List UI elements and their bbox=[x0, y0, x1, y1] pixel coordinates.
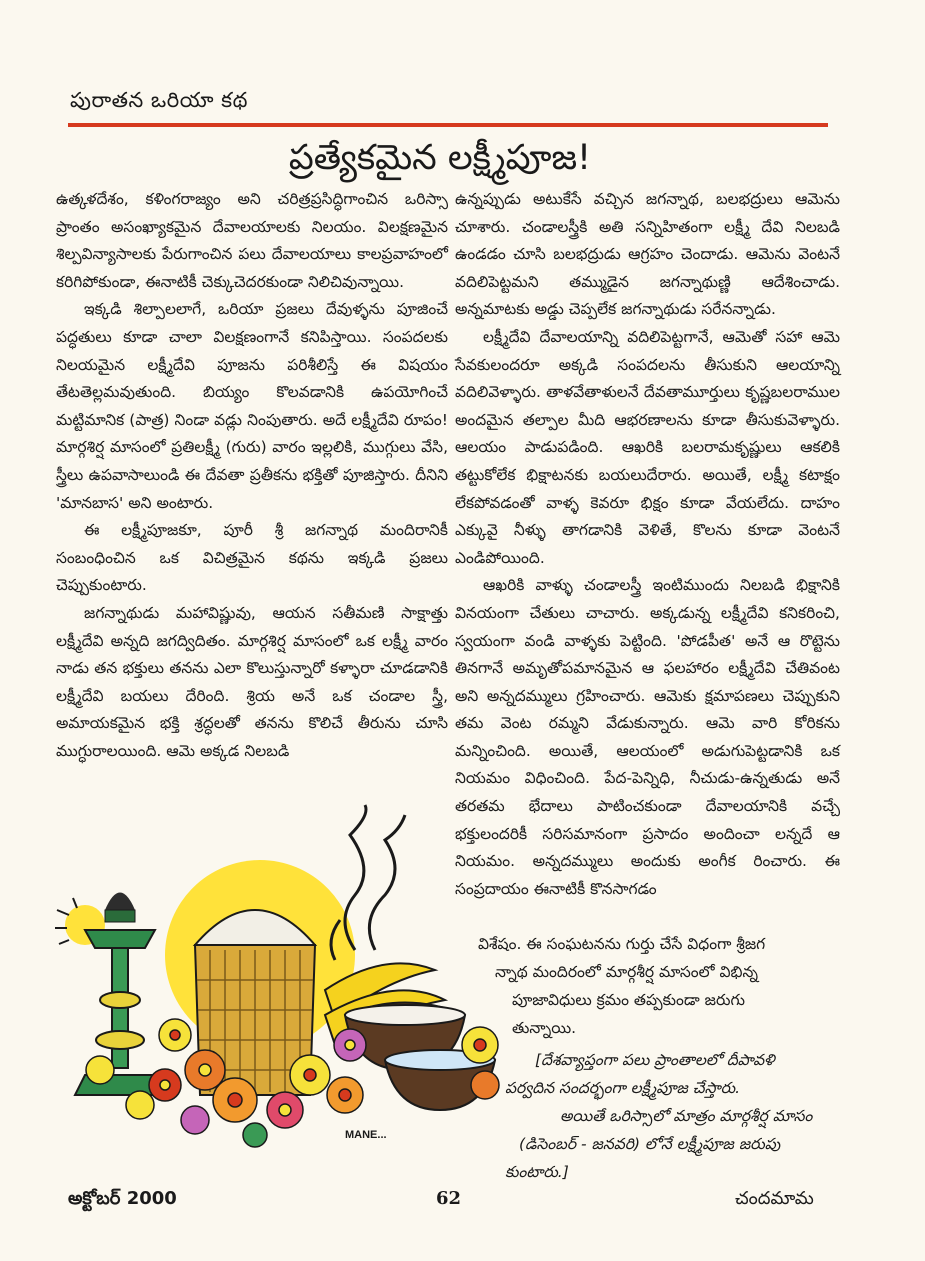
paragraph: లక్ష్మీదేవి దేవాలయాన్ని వదిలిపెట్టగానే, ఆమెతో సహా ఆమె సేవకులందరూ అక్కడి సంపదలను తీసుకుని ఆలయాన్ని వదిలివెళ్ళారు. తాళవేతాళులనే దేవతామూర్తులు కృష్ణబలరాముల అందమైన తల్పాల మీది ఆభరణాలను కూడా తీసుకువెళ్ళారు. ఆలయం పాడుపడింది. ఆఖరికి బలరామకృష్ణులు ఆకలికి తట్టుకోలేక భిక్షాటనకు బయలుదేరారు. అయితే, లక్ష్మీ కటాక్షం లేకపోవడంతో వాళ్ళ కెవరూ భిక్షం కూడా వేయలేదు. దాహం ఎక్కువై నీళ్ళు తాగడానికి వెళితే, కొలను కూడా వెంటనే ఎండిపోయింది. bbox=[455, 327, 840, 567]
paragraph: జగన్నాథుడు మహావిష్ణువు, ఆయన సతీమణి సాక్షాత్తు లక్ష్మీదేవి అన్నది జగద్విదితం. మార్గశిర్ష మాసంలో ఒక లక్ష్మీ వారం నాడు తన భక్తులు తనను ఎలా కొలుస్తున్నారో కళ్ళారా చూడడానికి లక్ష్మీదేవి బయలు దేరింది. శ్రియ అనే ఒక చండాల స్త్రీ, అమాయకమైన భక్తి శ్రద్ధలతో తనను కొలిచే తీరును చూసి ముగ్ధురాలయింది. ఆమె అక్కడ నిలబడి bbox=[56, 603, 448, 760]
note-line: [దేశవ్యాప్తంగా పలు ప్రాంతాలలో దీపావళి bbox=[535, 1051, 775, 1069]
editor-note bbox=[505, 1046, 840, 1186]
lamp-grain-basket-fruit-flowers-illustration bbox=[45, 800, 525, 1160]
artist-signature: MANE... bbox=[345, 1129, 387, 1141]
paragraph-tail: తున్నాయి. bbox=[512, 1019, 577, 1037]
paragraph: ఆఖరికి వాళ్ళు చండాలస్త్రీ ఇంటిముందు నిలబడి భిక్షానికి వినయంగా చేతులు చాచారు. అక్కడున్న లక్ష్మీదేవి కనికరించి, స్వయంగా వండి వాళ్ళకు పెట్టింది. 'పోడపీత' అనే ఆ రొట్టెను తినగానే అమృతోపమానమైన ఆ ఫలహారం లక్ష్మీదేవి చేతివంట అని అన్నదమ్ములు గ్రహించారు. ఆమెకు క్షమాపణలు చెప్పుకుని తమ వెంట రమ్మని వేడుకున్నారు. ఆమె వారి కోరికను మన్నించింది. అయితే, ఆలయంలో అడుగుపెట్టడానికి ఒక నియమం విధించింది. పేద-పెన్నిధి, నీచుడు-ఉన్నతుడు అనే తరతమ భేదాలు పాటించకుండా దేవాలయానికి వచ్చే భక్తులందరికీ సరిసమానంగా ప్రసాదం అందించా లన్నదే ఆ నియమం. అన్నదమ్ములు అందుకు అంగీక రించారు. ఈ సంప్రదాయం ఈనాటికీ కొనసాగడం bbox=[455, 576, 840, 898]
paragraph-tail: విశేషం. ఈ సంఘటనను గుర్తు చేసే విధంగా శ్రీజగ bbox=[478, 935, 766, 953]
section-label: పురాతన ఒరియా కథ bbox=[70, 88, 248, 112]
note-line: పర్వదిన సందర్భంగా లక్ష్మీపూజ చేస్తారు. bbox=[505, 1079, 741, 1097]
paragraph-tail: న్నాథ మందిరంలో మార్గశీర్ష మాసంలో విభిన్న bbox=[495, 963, 758, 981]
paragraph-tail: పూజావిధులు క్రమం తప్పకుండా జరుగు bbox=[512, 991, 745, 1009]
note-line: కుంటారు.] bbox=[505, 1163, 569, 1181]
paragraph: ఉత్కళదేశం, కళింగరాజ్యం అని చరిత్రప్రసిద్ధిగాంచిన ఒరిస్సా ప్రాంతం అసంఖ్యాకమైన దేవాలయాలకు నిలయం. విలక్షణమైన శిల్పవిన్యాసాలకు పేరుగాంచిన పలు దేవాలయాలు కాలప్రవాహంలో కరిగిపోకుండా, ఈనాటికీ చెక్కుచెదరకుండా నిలిచివున్నాయి. bbox=[56, 190, 448, 291]
story-title: ప్రత్యేకమైన లక్ష్మీపూజ! bbox=[288, 138, 592, 178]
paragraph: ఈ లక్ష్మీపూజకూ, పూరీ శ్రీ జగన్నాథ మందిరానికీ సంబంధించిన ఒక విచిత్రమైన కథను ఇక్కడి ప్రజలు చెప్పుకుంటారు. bbox=[56, 521, 448, 595]
page-number: 62 bbox=[436, 1188, 462, 1209]
note-line: (డిసెంబర్ - జనవరి) లోనే లక్ష్మీపూజ జరుపు bbox=[519, 1135, 781, 1153]
magazine-name: చందమామ bbox=[735, 1188, 814, 1209]
header-rule bbox=[68, 123, 828, 127]
paragraph: ఉన్నప్పుడు అటుకేసే వచ్చిన జగన్నాథ, బలభద్రులు ఆమెను చూశారు. చండాలస్త్రీకి అతి సన్నిహితంగా లక్ష్మీ దేవి నిలబడి ఉండడం చూసి బలభద్రుడు ఆగ్రహం చెందాడు. ఆమెను వెంటనే వదిలిపెట్టమని తమ్ముడైన జగన్నాథుణ్ణి ఆదేశించాడు. అన్నమాటకు అడ్డు చెప్పలేక జగన్నాథుడు సరేనన్నాడు. bbox=[455, 190, 840, 319]
note-line: అయితే ఒరిస్సాలో మాత్రం మార్గశీర్ష మాసం bbox=[560, 1107, 813, 1125]
right-column bbox=[455, 186, 840, 903]
footer-date: అక్టోబర్ 2000 bbox=[68, 1188, 177, 1209]
paragraph: ఇక్కడి శిల్పాలలాగే, ఒరియా ప్రజలు దేవుళ్ళను పూజించే పద్ధతులు కూడా చాలా విలక్షణంగానే కనిపిస్తాయి. సంపదలకు నిలయమైన లక్ష్మీదేవి పూజను పరిశీలిస్తే ఈ విషయం తేటతెల్లమవుతుంది. బియ్యం కొలవడానికి ఉపయోగించే మట్టిమానిక (పాత్ర) నిండా వడ్లు నింపుతారు. అదే లక్ష్మీదేవి రూపం! మార్గశిర్ష మాసంలో ప్రతిలక్ష్మీ (గురు) వారం ఇల్లలికి, ముగ్గులు వేసి, స్త్రీలు ఉపవాసాలుండి ఈ దేవతా ప్రతీకను భక్తితో పూజిస్తారు. దీనిని 'మానబాస' అని అంటారు. bbox=[56, 300, 448, 512]
left-column bbox=[56, 186, 448, 765]
